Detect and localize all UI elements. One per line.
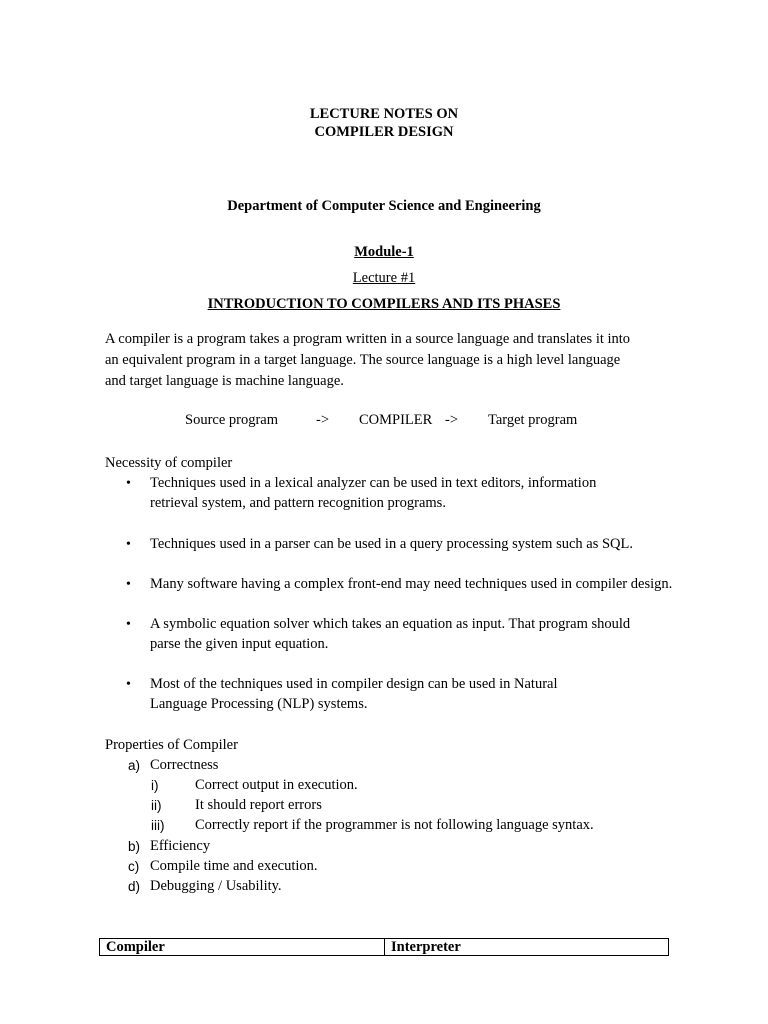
subproperty-iii-text: Correctly report if the programmer is not following language syntax.: [195, 817, 594, 833]
property-a-marker: a): [128, 758, 141, 773]
subproperty-ii-text: It should report errors: [195, 797, 322, 813]
necessity-item-4-line-1: A symbolic equation solver which takes an equation as input. That program should: [150, 616, 631, 632]
necessity-item-5-line-1: Most of the techniques used in compiler design can be used in Natural: [150, 676, 558, 692]
intro-line-3: and target language is machine language.: [105, 373, 344, 389]
flow-arrow-2: ->: [445, 412, 459, 428]
bullet-icon: •: [126, 577, 131, 592]
subproperty-ii-marker: ii): [151, 798, 162, 813]
subproperty-iii-marker: iii): [151, 818, 165, 833]
property-a-text: Correctness: [150, 757, 219, 773]
property-d-marker: d): [128, 879, 141, 894]
subproperty-i-marker: i): [151, 778, 159, 793]
necessity-item-3-line-1: Many software having a complex front-end may need techniques used in compiler design.: [150, 576, 673, 592]
intro-line-2: an equivalent program in a target language. The source language is a high level language: [105, 352, 621, 368]
necessity-item-4-line-2: parse the given input equation.: [150, 636, 329, 652]
table-header-compiler: Compiler: [100, 939, 385, 955]
property-d-text: Debugging / Usability.: [150, 878, 282, 894]
necessity-heading: Necessity of compiler: [105, 455, 233, 471]
necessity-item-1-line-2: retrieval system, and pattern recognition programs.: [150, 495, 446, 511]
flow-source: Source program: [185, 412, 279, 428]
property-b-text: Efficiency: [150, 838, 211, 854]
department-heading: Department of Computer Science and Engineering: [227, 198, 541, 214]
necessity-item-2-line-1: Techniques used in a parser can be used in a query processing system such as SQL.: [150, 536, 633, 552]
property-c-text: Compile time and execution.: [150, 858, 318, 874]
title-line-1: LECTURE NOTES ON: [309, 106, 459, 122]
flow-target: Target program: [488, 412, 578, 428]
bullet-icon: •: [126, 677, 131, 692]
table-header-interpreter: Interpreter: [391, 939, 461, 955]
module-heading: Module-1: [354, 244, 414, 260]
flow-arrow-1: ->: [316, 412, 330, 428]
subproperty-i-text: Correct output in execution.: [195, 777, 358, 793]
flow-compiler: COMPILER: [359, 412, 433, 428]
title-line-2: COMPILER DESIGN: [314, 124, 454, 140]
topic-heading: INTRODUCTION TO COMPILERS AND ITS PHASES: [207, 296, 561, 312]
bullet-icon: •: [126, 537, 131, 552]
intro-line-1: A compiler is a program takes a program written in a source language and translates it into: [105, 331, 631, 347]
bullet-icon: •: [126, 617, 131, 632]
properties-heading: Properties of Compiler: [105, 737, 238, 753]
bullet-icon: •: [126, 476, 131, 491]
necessity-item-1-line-1: Techniques used in a lexical analyzer can be used in text editors, information: [150, 475, 597, 491]
lecture-heading: Lecture #1: [352, 270, 416, 286]
comparison-table-header: [99, 938, 669, 956]
necessity-item-5-line-2: Language Processing (NLP) systems.: [150, 696, 368, 712]
property-c-marker: c): [128, 859, 140, 874]
property-b-marker: b): [128, 839, 141, 854]
